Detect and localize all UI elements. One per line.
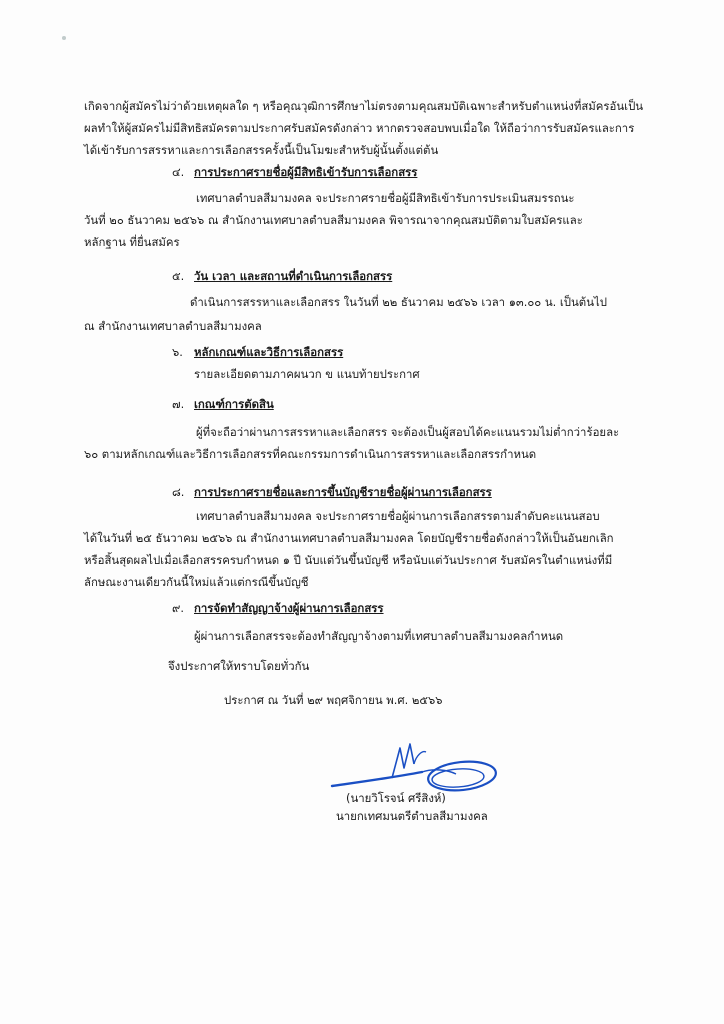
section-6-line-1: รายละเอียดตามภาคผนวก ข แนบท้ายประกาศ [194,367,420,381]
section-5-title: วัน เวลา และสถานที่ดำเนินการเลือกสรร [194,269,393,283]
signatory-name: (นายวิโรจน์ ศรีสิงห์) [346,791,446,805]
section-4-line-1: เทศบาลตำบลสีมามงคล จะประกาศรายชื่อผู้มีสิทธิเข้ารับการประเมินสมรรถนะ [196,191,575,205]
section-8-line-4: ลักษณะงานเดียวกันนี้ใหม่แล้วแต่กรณีขึ้นบัญชี [84,575,309,589]
section-5-heading [172,268,392,284]
section-5-line-2: ณ สำนักงานเทศบาลตำบลสีมามงคล [84,319,262,333]
section-8-line-2: ได้ในวันที่ ๒๕ ธันวาคม ๒๕๖๖ ณ สำนักงานเทศบาลตำบลสีมามงคล โดยบัญชีรายชื่อดังกล่าวให้เป็นอันยกเลิก [84,531,614,545]
section-7-title: เกณฑ์การตัดสิน [194,397,274,411]
signatory-position: นายกเทศมนตรีตำบลสีมามงคล [336,809,488,823]
section-7-line-1: ผู้ที่จะถือว่าผ่านการสรรหาและเลือกสรร จะต้องเป็นผู้สอบได้คะแนนรวมไม่ต่ำกว่าร้อยละ [196,425,620,439]
intro-line-1: เกิดจากผู้สมัครไม่ว่าด้วยเหตุผลใด ๆ หรือคุณวุฒิการศึกษาไม่ตรงตามคุณสมบัติเฉพาะสำหรับตำแหน่งที่สมัครอันเป็น [84,99,644,113]
section-6-title: หลักเกณฑ์และวิธีการเลือกสรร [194,345,344,359]
section-4-line-2: วันที่ ๒๐ ธันวาคม ๒๕๖๖ ณ สำนักงานเทศบาลตำบลสีมามงคล พิจารณาจากคุณสมบัติตามใบสมัครและ [84,213,583,227]
section-5-number: ๕. [172,269,185,283]
section-9-number: ๙. [172,601,184,615]
section-5-line-1: ดำเนินการสรรหาและเลือกสรร ในวันที่ ๒๒ ธันวาคม ๒๕๖๖ เวลา ๑๓.๐๐ น. เป็นต้นไป [190,295,607,309]
scan-speck [62,36,66,40]
section-7-number: ๗. [172,397,185,411]
section-4-line-3: หลักฐาน ที่ยื่นสมัคร [84,235,180,249]
announcement-date: ประกาศ ณ วันที่ ๒๙ พฤศจิกายน พ.ศ. ๒๕๖๖ [224,693,443,707]
section-8-line-3: หรือสิ้นสุดผลไปเมื่อเลือกสรรครบกำหนด ๑ ปี นับแต่วันขึ้นบัญชี หรือนับแต่วันประกาศ รับสมัครในตำแหน่งที่มี [84,553,613,567]
section-8-line-1: เทศบาลตำบลสีมามงคล จะประกาศรายชื่อผู้ผ่านการเลือกสรรตามลำดับคะแนนสอบ [196,509,600,523]
section-6-number: ๖. [172,345,183,359]
signature-image [330,738,500,798]
section-4-title: การประกาศรายชื่อผู้มีสิทธิเข้ารับการเลือกสรร [194,165,418,179]
section-8-title: การประกาศรายชื่อและการขึ้นบัญชีรายชื่อผู้ผ่านการเลือกสรร [194,485,492,499]
intro-line-3: ได้เข้ารับการสรรหาและการเลือกสรรครั้งนี้เป็นโมฆะสำหรับผู้นั้นตั้งแต่ต้น [84,143,439,157]
section-7-heading [172,396,274,412]
section-9-line-1: ผู้ผ่านการเลือกสรรจะต้องทำสัญญาจ้างตามที่เทศบาลตำบลสีมามงคลกำหนด [194,629,564,643]
section-9-title: การจัดทำสัญญาจ้างผู้ผ่านการเลือกสรร [194,601,384,615]
section-4-number: ๔. [172,165,185,179]
section-8-heading [172,484,492,500]
intro-line-2: ผลทำให้ผู้สมัครไม่มีสิทธิสมัครตามประกาศรับสมัครดังกล่าว หากตรวจสอบพบเมื่อใด ให้ถือว่าการรับสมัครและการ [84,121,635,135]
section-4-heading [172,164,417,180]
section-8-number: ๘. [172,485,185,499]
closing-statement: จึงประกาศให้ทราบโดยทั่วกัน [168,659,310,673]
section-9-heading [172,600,384,616]
section-7-line-2: ๖๐ ตามหลักเกณฑ์และวิธีการเลือกสรรที่คณะกรรมการดำเนินการสรรหาและเลือกสรรกำหนด [84,447,537,461]
section-6-heading [172,344,343,360]
